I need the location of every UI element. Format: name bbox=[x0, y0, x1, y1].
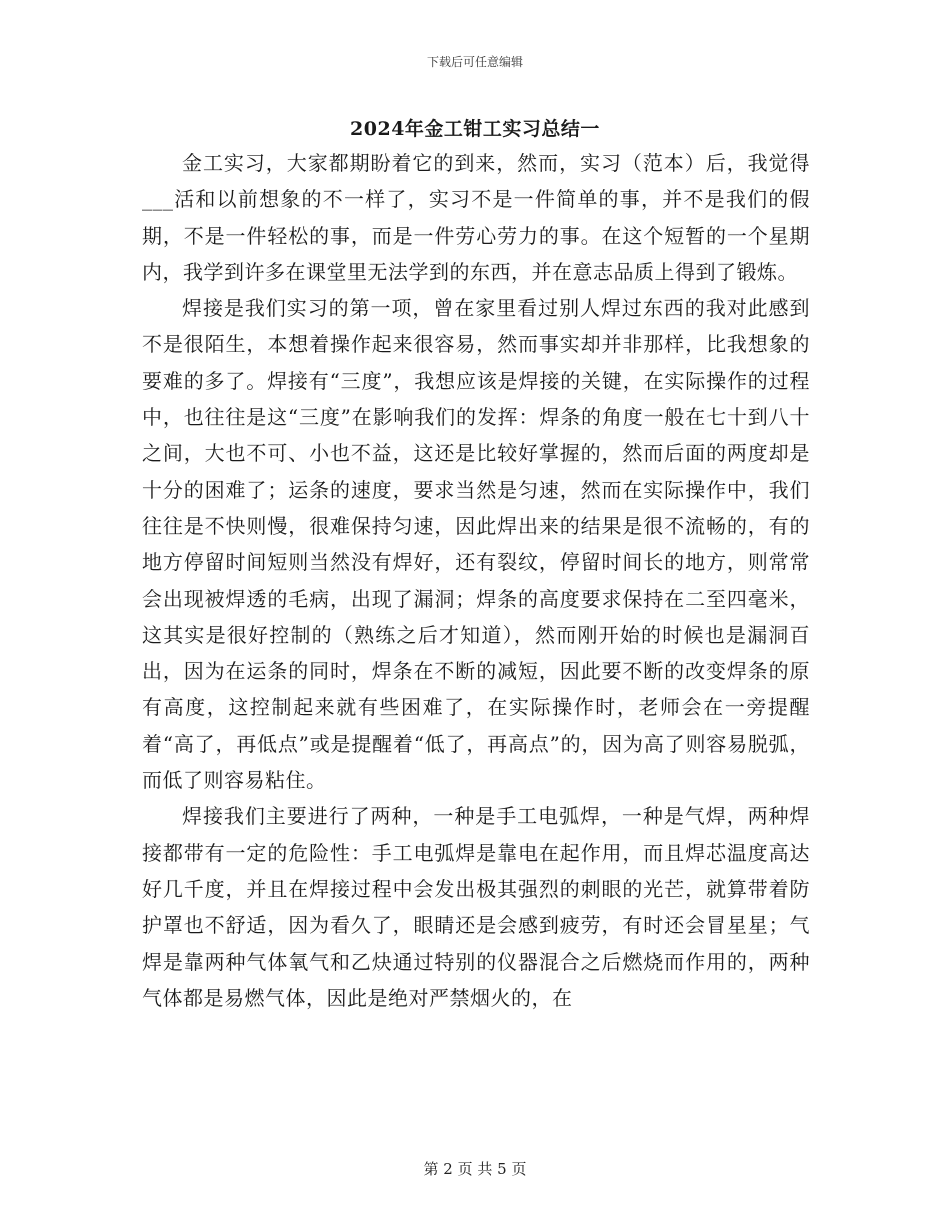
paragraph: 金工实习，大家都期盼着它的到来，然而，实习（范本）后，我觉得___活和以前想象的不一样了，实习不是一件简单的事，并不是我们的假期，不是一件轻松的事，而是一件劳心劳力的事。在这个短暂的一个星期内，我学到许多在课堂里无法学到的东西，并在意志品质上得到了锻炼。 bbox=[142, 151, 810, 284]
document-title: 2024年金工钳工实习总结一 bbox=[350, 118, 600, 140]
paragraph: 焊接我们主要进行了两种，一种是手工电弧焊，一种是气焊，两种焊接都带有一定的危险性：手工电弧焊是靠电在起作用，而且焊芯温度高达好几千度，并且在焊接过程中会发出极其强烈的刺眼的光芒，就算带着防护罩也不舒适，因为看久了，眼睛还是会感到疲劳，有时还会冒星星；气焊是靠两种气体氧气和乙炔通过特别的仪器混合之后燃烧而作用的，两种气体都是易燃气体，因此是绝对严禁烟火的，在 bbox=[142, 804, 810, 1010]
page-header-note: 下载后可任意编辑 bbox=[426, 55, 523, 69]
page-number: 第 2 页 共 5 页 bbox=[423, 1160, 527, 1178]
paragraph: 焊接是我们实习的第一项，曾在家里看过别人焊过东西的我对此感到不是很陌生，本想着操作起来很容易，然而事实却并非那样，比我想象的要难的多了。焊接有“三度”，我想应该是焊接的关键，在实际操作的过程中，也往往是这“三度”在影响我们的发挥：焊条的角度一般在七十到八十之间，大也不可、小也不益，这还是比较好掌握的，然而后面的两度却是十分的困难了；运条的速度，要求当然是匀速，然而在实际操作中，我们往往是不快则慢，很难保持匀速，因此焊出来的结果是很不流畅的，有的地方停留时间短则当然没有焊好，还有裂纹，停留时间长的地方，则常常会出现被焊透的毛病，出现了漏洞；焊条的高度要求保持在二至四毫米，这其实是很好控制的（熟练之后才知道），然而刚开始的时候也是漏洞百出，因为在运条的同时，焊条在不断的减短，因此要不断的改变焊条的原有高度，这控制起来就有些困难了，在实际操作时，老师会在一旁提醒着“高了，再低点”或是提醒着“低了，再高点”的，因为高了则容易脱弧，而低了则容易粘住。 bbox=[142, 296, 810, 793]
document-body bbox=[142, 145, 810, 1016]
